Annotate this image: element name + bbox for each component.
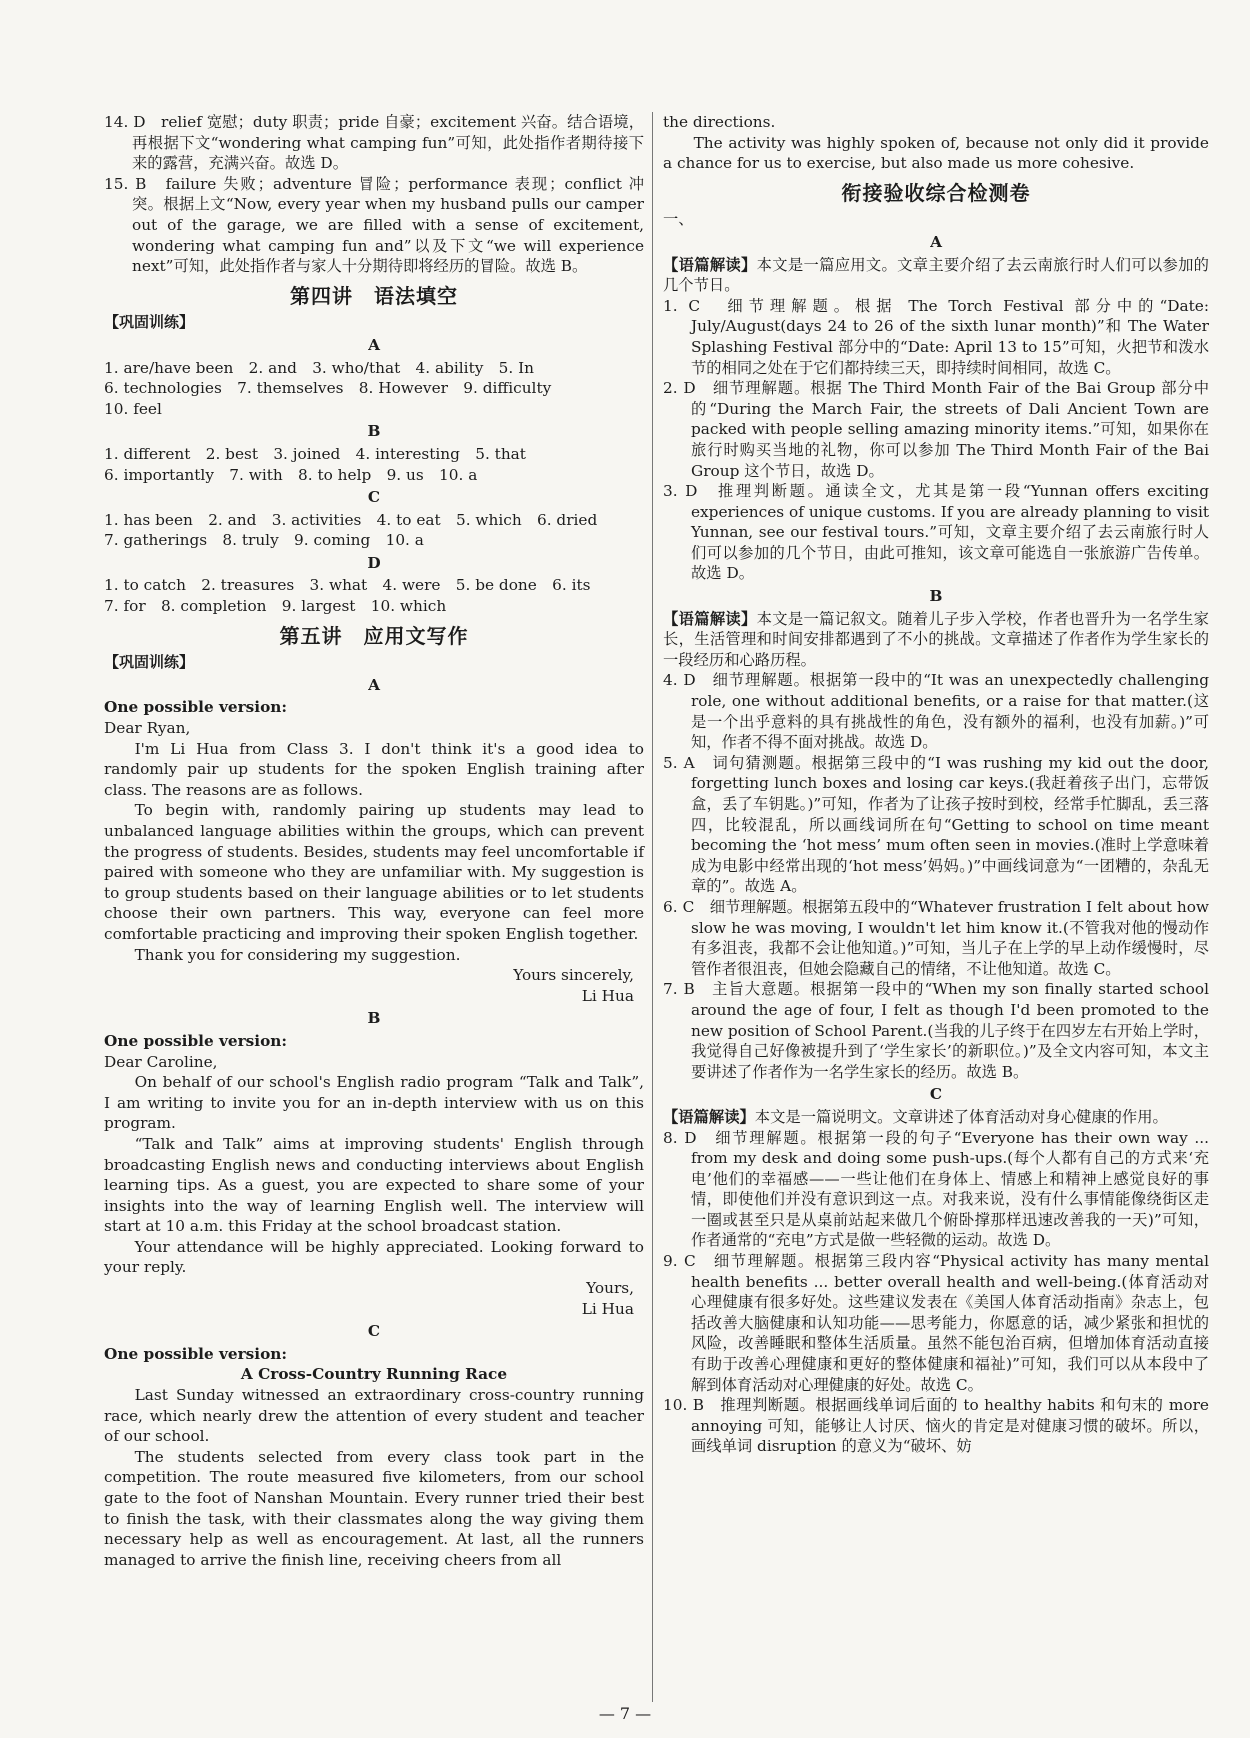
essay-paragraph: The activity was highly spoken of, because not only did it provide a chance for us to exercise, but also made us more cohesive. — [663, 133, 1209, 173]
answer-item: 4. D 细节理解题。根据第一段中的“It was an unexpectedly challenging role, one without additional benefits, or a raise for that matter.(这是一个出乎意料的具有挑战性的角色，没有额外的福利，也没有加薪。)”可知，作者不得不面对挑战。故选 D。 — [663, 671, 1209, 752]
interpretation-text: 本文是一篇记叙文。随着儿子步入学校，作者也晋升为一名学生家长，生活管理和时间安排都遇到了不小的挑战。文章描述了作者作为学生家长的一段经历和心路历程。 — [663, 609, 1209, 669]
interpretation-text: 本文是一篇应用文。文章主要介绍了去云南旅行时人们可以参加的几个节日。 — [663, 255, 1209, 295]
part-heading: A — [930, 232, 942, 251]
answer-list-top — [104, 112, 644, 277]
letter-paragraph: To begin with, randomly pairing up students may lead to unbalanced language abilities within the groups, which can prevent the progress of students. Besides, students may feel uncomfortable if paired with someone who they are unfamiliar with. My suggestion is to group students based on their language abilities or to let students choose their own partners. This way, everyone can feel more comfortable practicing and improving their spoken English together. — [104, 801, 644, 943]
answer-item: 2. D 细节理解题。根据 The Third Month Fair of the Bai Group 部分中的“During the March Fair, the streets of Dali Ancient Town are packed with people selling amazing minority items.”可知，如果你在旅行时购买当地的礼物，你可以参加 The Third Month Fair of the Bai Group 这个节日，故选 D。 — [663, 379, 1209, 480]
part-heading: B — [367, 422, 381, 441]
part-heading: B — [929, 587, 943, 606]
answer-line: 1. are/have been 2. and 3. who/that 4. ability 5. In — [104, 358, 535, 377]
version-label: One possible version: — [104, 1031, 288, 1050]
answer-item: 7. B 主旨大意题。根据第一段中的“When my son finally started school around the age of four, I felt as though I'd been promoted to the new position of School Parent.(当我的儿子终于在四岁左右开始上学时，我觉得自己好像被提升到了‘学生家长’的新职位。)”及全文内容可知，本文主要讲述了作者作为一名学生家长的经历。故选 B。 — [663, 980, 1209, 1081]
part-number: 一、 — [663, 210, 694, 229]
answer-line: 1. different 2. best 3. joined 4. interesting 5. that — [104, 444, 526, 463]
part-heading: A — [368, 335, 380, 354]
passage-interpretation — [663, 255, 1209, 296]
letter-greeting: Dear Ryan, — [104, 719, 191, 738]
passage-interpretation — [663, 609, 1209, 671]
answer-line: 6. technologies 7. themselves 8. However 9. difficulty — [104, 379, 552, 398]
answer-line: 6. importantly 7. with 8. to help 9. us 10. a — [104, 465, 478, 484]
answer-item: 5. A 词句猜测题。根据第三段中的“I was rushing my kid out the door, forgetting lunch boxes and losing car keys.(我赶着孩子出门，忘带饭盒，丢了车钥匙。)”可知，作者为了让孩子按时到校，经常手忙脚乱，丢三落四，比较混乱，所以画线词所在句“Getting to school on time meant becoming the ‘hot mess’ mum often seen in movies.(准时上学意味着成为电影中经常出现的‘hot mess’妈妈。)”中画线词意为“一团糟的，杂乱无章的”。故选 A。 — [663, 753, 1209, 896]
answer-item: 10. B 推理判断题。根据画线单词后面的 to healthy habits 和句末的 more annoying 可知，能够让人讨厌、恼火的肯定是对健康习惯的破坏。所以，画线单词 disruption 的意义为“破坏、妨 — [663, 1396, 1209, 1456]
essay-continuation: the directions. — [663, 113, 776, 131]
answer-line: 10. feel — [104, 399, 162, 418]
lecture-5-section-label: 【巩固训练】 — [104, 653, 195, 672]
answer-line: 7. for 8. completion 9. largest 10. which — [104, 597, 447, 616]
letter-closing: Yours, — [586, 1279, 634, 1298]
interpretation-text: 本文是一篇说明文。文章讲述了体育活动对身心健康的作用。 — [754, 1107, 1168, 1126]
answer-line: 7. gatherings 8. truly 9. coming 10. a — [104, 531, 424, 550]
answer-item: 8. D 细节理解题。根据第一段的句子“Everyone has their own way ... from my desk and doing some push-ups.(每个人都有自己的方式来‘充电’他们的幸福感——一些让他们在身体上、情感上和精神上感觉良好的事情，即使他们并没有意识到这一点。对我来说，没有什么事情能像绕街区走一圈或甚至只是从桌前站起来做几个俯卧撑那样迅速改善我的一天)”可知，作者通常的“充电”方式是做一些轻微的运动。故选 D。 — [663, 1128, 1209, 1250]
passage-interpretation — [663, 1107, 1209, 1128]
answer-line: 1. has been 2. and 3. activities 4. to eat 5. which 6. dried — [104, 510, 598, 529]
essay-paragraph: The students selected from every class took part in the competition. The route measured five kilometers, from our school gate to the foot of Nanshan Mountain. Every runner tried their best to finish the task, with their classmates along the way giving them necessary help as well as encouragement. At last, all the runners managed to arrive the finish line, receiving cheers from all — [104, 1447, 644, 1569]
answer-item: 9. C 细节理解题。根据第三段内容“Physical activity has many mental health benefits ... better overall health and well-being.(体育活动对心理健康有很多好处。这些建议发表在《美国人体育活动指南》杂志上，包括改善大脑健康和认知功能——思考能力，你愿意的话，减少紧张和担忧的风险，改善睡眠和整体生活质量。虽然不能包治百病，但增加体育活动直接有助于改善心理健康和更好的整体健康和福祉)”可知，我们可以从本段中了解到体育活动对心理健康的好处。故选 C。 — [663, 1252, 1209, 1394]
answer-item: 1. C 细节理解题。根据 The Torch Festival 部分中的“Date: July/August(days 24 to 26 of the sixth lunar month)”和 The Water Splashing Festival 部分中的“Date: April 13 to 15”可知，火把节和泼水节的相同之处在于它们都持续三天，即持续时间相同，故选 C。 — [663, 296, 1209, 377]
exam-title: 衔接验收综合检测卷 — [841, 180, 1031, 205]
letter-paragraph: Your attendance will be highly appreciated. Looking forward to your reply. — [104, 1237, 644, 1277]
lecture-4-title: 第四讲 语法填空 — [290, 283, 458, 308]
answer-line: 1. to catch 2. treasures 3. what 4. were 5. be done 6. its — [104, 576, 591, 595]
letter-greeting: Dear Caroline, — [104, 1052, 218, 1071]
letter-signature: Li Hua — [581, 1299, 634, 1318]
letter-paragraph: Thank you for considering my suggestion. — [134, 945, 461, 964]
version-label: One possible version: — [104, 1344, 288, 1363]
part-heading: C — [929, 1085, 943, 1104]
letter-signature: Li Hua — [581, 986, 634, 1005]
lecture-4-section-label: 【巩固训练】 — [104, 313, 195, 332]
essay-paragraph: Last Sunday witnessed an extraordinary cross-country running race, which nearly drew the attention of every student and teacher of our school. — [104, 1386, 644, 1446]
right-column — [663, 112, 1209, 1457]
part-heading: C — [367, 488, 381, 507]
essay-title: A Cross-Country Running Race — [240, 1365, 508, 1384]
interpretation-label: 【语篇解读】 — [663, 1107, 755, 1126]
interpretation-label: 【语篇解读】 — [663, 255, 757, 274]
letter-paragraph: “Talk and Talk” aims at improving students' English through broadcasting English news and conducting interviews about English learning tips. As a guest, you are expected to share some of your insights into the way of learning English well. The interview will start at 10 a.m. this Friday at the school broadcast station. — [104, 1134, 644, 1236]
lecture-5-title: 第五讲 应用文写作 — [279, 623, 469, 648]
part-heading: A — [368, 675, 380, 694]
answer-item: 15. B failure 失败；adventure 冒险；performance 表现；conflict 冲突。根据上文“Now, every year when my husband pulls our camper out of the garage, we are filled with a sense of excitement, wondering what camping fun and”以及下文“we will experience next”可知，此处指作者与家人十分期待即将经历的冒险。故选 B。 — [104, 174, 644, 276]
part-heading: B — [367, 1009, 381, 1028]
answer-item: 3. D 推理判断题。通读全文，尤其是第一段“Yunnan offers exciting experiences of unique customs. If you are already planning to visit Yunnan, see our festival tours.”可知，文章主要介绍了去云南旅行时人们可以参加的几个节日，由此可推知，该文章可能选自一张旅游广告传单。故选 D。 — [663, 482, 1209, 583]
part-heading: C — [367, 1322, 381, 1341]
interpretation-label: 【语篇解读】 — [663, 609, 757, 628]
answer-item: 6. C 细节理解题。根据第五段中的“Whatever frustration I felt about how slow he was moving, I wouldn't let him know it.(不管我对他的慢动作有多沮丧，我都不会让他知道。)”可知，当儿子在上学的早上动作缓慢时，尽管作者很沮丧，但她会隐藏自己的情绪，不让他知道。故选 C。 — [663, 897, 1209, 978]
column-divider — [652, 112, 653, 1702]
letter-paragraph: On behalf of our school's English radio program “Talk and Talk”, I am writing to invite you for an in-depth interview with us on this program. — [104, 1073, 644, 1133]
answer-item: 14. D relief 宽慰；duty 职责；pride 自豪；excitement 兴奋。结合语境，再根据下文“wondering what camping fun”可知，此处指作者期待接下来的露营，充满兴奋。故选 D。 — [104, 113, 644, 173]
letter-paragraph: I'm Li Hua from Class 3. I don't think it's a good idea to randomly pair up students for the spoken English training after class. The reasons are as follows. — [104, 739, 644, 799]
letter-closing: Yours sincerely, — [513, 966, 634, 985]
version-label: One possible version: — [104, 698, 288, 717]
page-number: — 7 — — [598, 1704, 652, 1723]
part-heading: D — [367, 553, 381, 572]
left-column — [104, 112, 644, 1570]
